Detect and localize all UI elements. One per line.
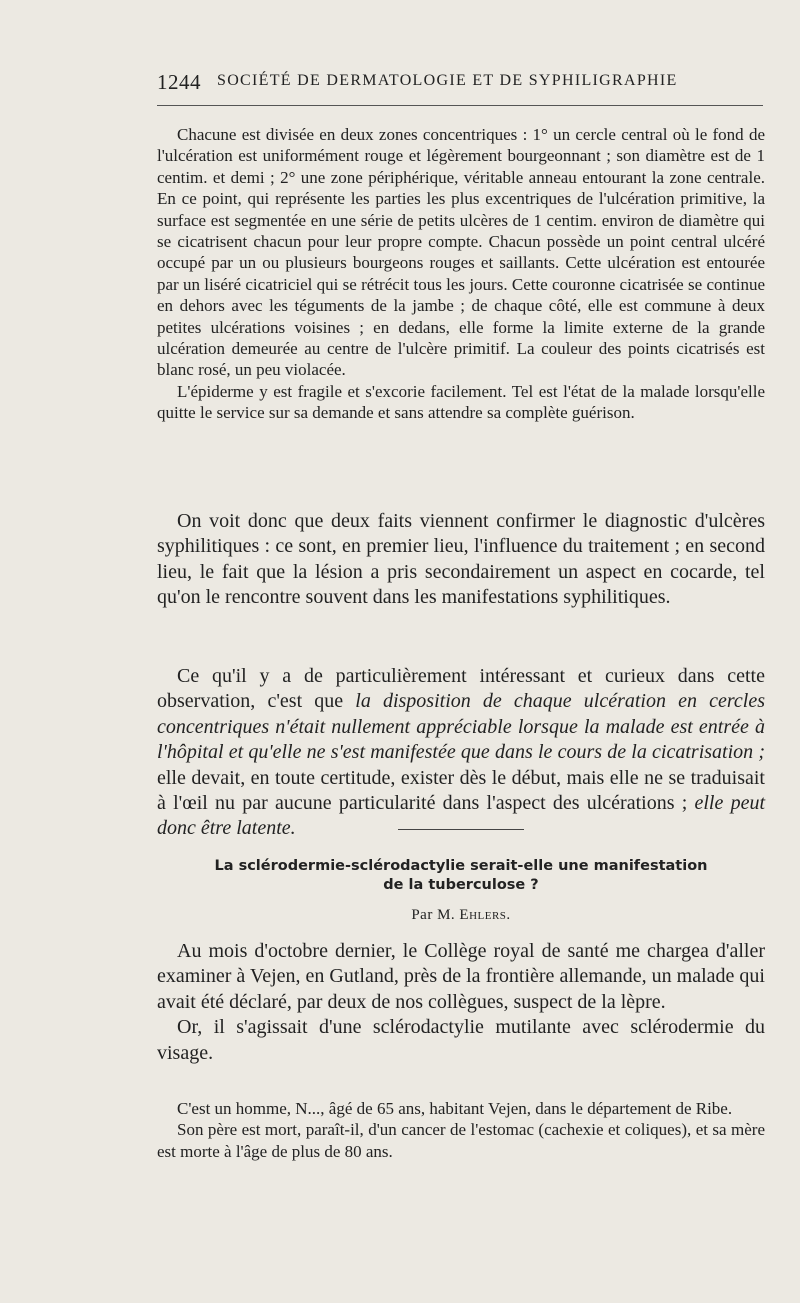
page-number: 1244 (157, 70, 201, 94)
article-intro (157, 939, 765, 1066)
italic-run: la disposition de chaque ulcération en cercles concentriques n'était nullement appréciable lorsque la malade est entrée à l'hôpital et qu'elle ne s'est manifestée que dans le cours de la cicatrisation ; (157, 690, 766, 764)
paragraph: L'épiderme y est fragile et s'excorie facilement. Tel est l'état de la malade lorsqu'elle quitte le service sur sa demande et sans attendre sa complète guérison. (157, 381, 765, 423)
observation-paragraph (157, 664, 765, 842)
running-head (157, 66, 763, 96)
paragraph: Or, il s'agissait d'une sclérodactylie mutilante avec sclérodermie du visage. (157, 1016, 765, 1064)
article-title-line: de la tuberculose ? (383, 877, 539, 893)
paragraph: Chacune est divisée en deux zones concentriques : 1° un cercle central où le fond de l'ulcération est uniformément rouge et légèrement bourgeonnant ; son diamètre est de 1 centim. et demi ; 2° une zone périphérique, véritable anneau entourant la zone centrale. En ce point, qui représente les parties les plus excentriques de l'ulcération primitive, la surface est segmentée en une série de petits ulcères de 1 centim. environ de diamètre qui se cicatrisent chacun pour leur propre compte. Chacun possède un point central ulcéré occupé par un ou plusieurs bourgeons rouges et saillants. Cette ulcération est entourée par un liséré cicatriciel qui se rétrécit tous les jours. Cette couronne cicatrisée se continue en dehors avec les téguments de la jambe ; de chaque côté, elle est commune à deux petites ulcérations voisines ; en dedans, elle forme la limite externe de la grande ulcération demeurée au centre de l'ulcère primitif. La couleur des points cicatrisés est blanc rosé, un peu violacée. (157, 125, 765, 380)
byline-prefix: Par M. (411, 907, 456, 923)
case-description (157, 124, 765, 424)
article-title-line: La sclérodermie-sclérodactylie serait-elle une manifestation (214, 858, 708, 874)
paragraph: Son père est mort, paraît-il, d'un cancer de l'estomac (cachexie et coliques), et sa mère est morte à l'âge de plus de 80 ans. (157, 1120, 765, 1161)
byline-author: Ehlers. (459, 907, 511, 923)
paragraph: C'est un homme, N..., âgé de 65 ans, habitant Vejen, dans le département de Ribe. (177, 1099, 733, 1118)
text-run: Ce qu'il y a de particulièrement intéressant et curieux dans cette observation, c'est que (157, 665, 765, 713)
article-title (157, 857, 765, 895)
running-title: SOCIÉTÉ DE DERMATOLOGIE ET DE SYPHILIGRAPHIE (217, 72, 678, 89)
text-run: elle devait, en toute certitude, exister dès le début, mais elle ne se traduisait à l'œil nu par aucune particularité dans l'aspect des ulcérations ; (157, 766, 765, 815)
paragraph (157, 664, 765, 842)
patient-history (157, 1098, 765, 1162)
paragraph: On voit donc que deux faits viennent confirmer le diagnostic d'ulcères syphilitiques : ce sont, en premier lieu, l'influence du traitement ; en second lieu, le fait que la lésion a pris secondairement un aspect en cocarde, tel qu'on le rencontre souvent dans les manifestations syphilitiques. (157, 510, 765, 609)
paragraph: Au mois d'octobre dernier, le Collège royal de santé me chargea d'aller examiner à Vejen, en Gutland, près de la frontière allemande, un malade qui avait été déclaré, par deux de nos collègues, suspect de la lèpre. (157, 940, 765, 1013)
italic-run: elle peut donc être latente. (157, 792, 765, 840)
diagnosis-paragraph (157, 509, 765, 611)
header-rule (157, 105, 763, 106)
byline (157, 907, 765, 924)
section-separator (398, 829, 524, 830)
